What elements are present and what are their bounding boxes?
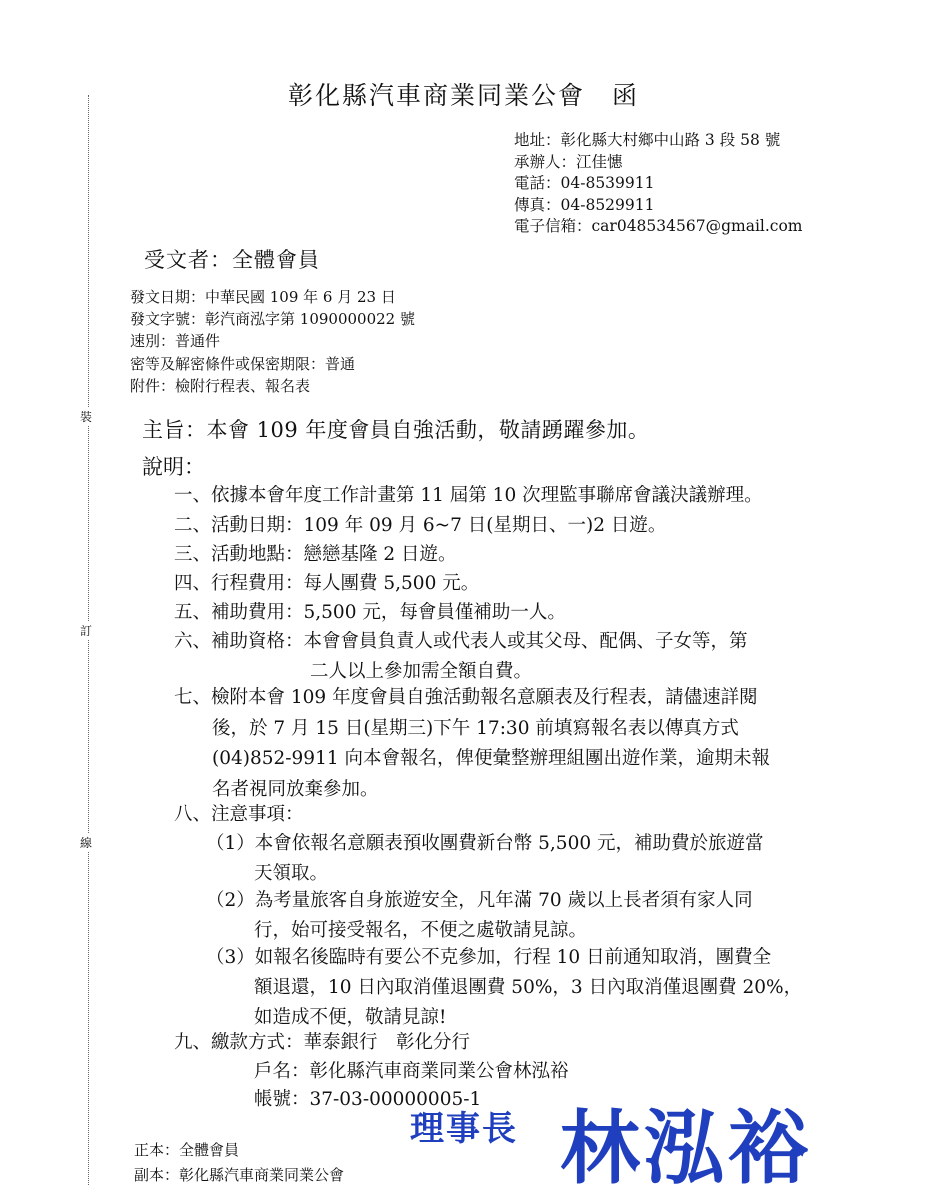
notice-3 <box>206 943 802 1033</box>
chairman-signature-stamp <box>410 1088 850 1188</box>
binding-mark-middle: 訂 <box>80 624 93 638</box>
sender-info <box>514 130 803 238</box>
explanation-item-2: 二、活動日期：109 年 09 月 6~7 日(星期日、一)2 日遊。 <box>174 515 667 536</box>
explanation-item-7-line-2: 後，於 7 月 15 日(星期三)下午 17:30 前填寫報名表以傳真方式 <box>212 717 739 739</box>
notice-2 <box>206 886 753 946</box>
explanation-item-6-line-2: 二人以上參加需全額自費。 <box>310 661 533 682</box>
payment-method: 九、繳款方式：華泰銀行 彰化分行 <box>174 1032 471 1053</box>
explanation-item-7-line-4: 名者視同放棄參加。 <box>212 778 379 800</box>
explanation-item-7-line-1: 七、檢附本會 109 年度會員自強活動報名意願表及行程表，請儘速詳閱 <box>174 687 758 708</box>
explanation-item-4: 四、行程費用：每人團費 5,500 元。 <box>174 573 480 594</box>
notice-3-line-2: 額退還，10 日內取消僅退團費 50%，3 日內取消僅退團費 20%， <box>254 977 803 998</box>
sender-email: 電子信箱：car048534567@gmail.com <box>514 217 803 235</box>
explanation-item-6 <box>174 627 748 687</box>
issue-date: 發文日期：中華民國 109 年 6 月 23 日 <box>130 288 396 306</box>
stamp-title: 理事長 <box>410 1109 518 1149</box>
stamp-name: 林泓裕 <box>560 1101 812 1188</box>
notice-1 <box>206 829 764 889</box>
notice-1-line-1: （1）本會依報名意願表預收團費新台幣 5,500 元，補助費於旅遊當 <box>206 833 764 854</box>
document-title: 彰化縣汽車商業同業公會 函 <box>287 81 639 110</box>
binding-line <box>88 95 89 1185</box>
binding-mark-top: 裝 <box>80 410 93 424</box>
sender-handler: 承辦人：江佳憓 <box>514 152 623 171</box>
notice-3-line-1: （3）如報名後臨時有要公不克參加，行程 10 日前通知取消，團費全 <box>206 947 772 968</box>
attachment-note: 附件：檢附行程表、報名表 <box>130 376 311 395</box>
sender-address: 地址：彰化縣大村鄉中山路 3 段 58 號 <box>514 131 781 149</box>
explanation-item-3: 三、活動地點：戀戀基隆 2 日遊。 <box>174 544 457 565</box>
explanation-item-7-line-3: (04)852-9911 向本會報名，俾便彙整辦理組團出遊作業，逾期未報 <box>212 748 771 769</box>
account-number: 帳號：37-03-00000005-1 <box>254 1089 482 1110</box>
explanation-item-5: 五、補助費用：5,500 元，每會員僅補助一人。 <box>174 602 566 623</box>
original-recipient: 正本：全體會員 <box>134 1141 240 1159</box>
security-level: 密等及解密條件或保密期限：普通 <box>130 354 356 373</box>
sender-phone: 電話：04-8539911 <box>514 174 655 192</box>
recipient: 受文者：全體會員 <box>144 248 320 272</box>
explanation-heading: 說明： <box>142 455 205 479</box>
explanation-item-6-line-1: 六、補助資格：本會會員負責人或代表人或其父母、配偶、子女等，第 <box>174 631 748 652</box>
copy-recipient: 副本：彰化縣汽車商業同業公會 <box>134 1166 345 1184</box>
notice-2-line-1: （2）為考量旅客自身旅遊安全，凡年滿 70 歲以上長者須有家人同 <box>206 890 753 911</box>
notice-2-line-2: 行，始可接受報名，不便之處敬請見諒。 <box>254 920 588 941</box>
subject-line: 主旨：本會 109 年度會員自強活動，敬請踴躍參加。 <box>142 418 650 442</box>
distribution-list <box>134 1138 344 1188</box>
binding-mark-bottom: 線 <box>80 836 93 850</box>
sender-fax: 傳真：04-8529911 <box>514 195 655 214</box>
document-meta <box>130 286 415 397</box>
notice-1-line-2: 天領取。 <box>254 863 329 884</box>
notice-3-line-3: 如造成不便，敬請見諒! <box>254 1007 447 1028</box>
explanation-item-7 <box>174 683 770 805</box>
explanation-item-1: 一、依據本會年度工作計畫第 11 屆第 10 次理監事聯席會議決議辦理。 <box>174 485 763 506</box>
account-name: 戶名：彰化縣汽車商業同業公會林泓裕 <box>254 1060 569 1082</box>
speed-class: 速別：普通件 <box>130 332 221 351</box>
document-number: 發文字號：彰汽商泓字第 1090000022 號 <box>130 310 415 329</box>
explanation-item-8: 八、注意事項： <box>174 804 304 825</box>
